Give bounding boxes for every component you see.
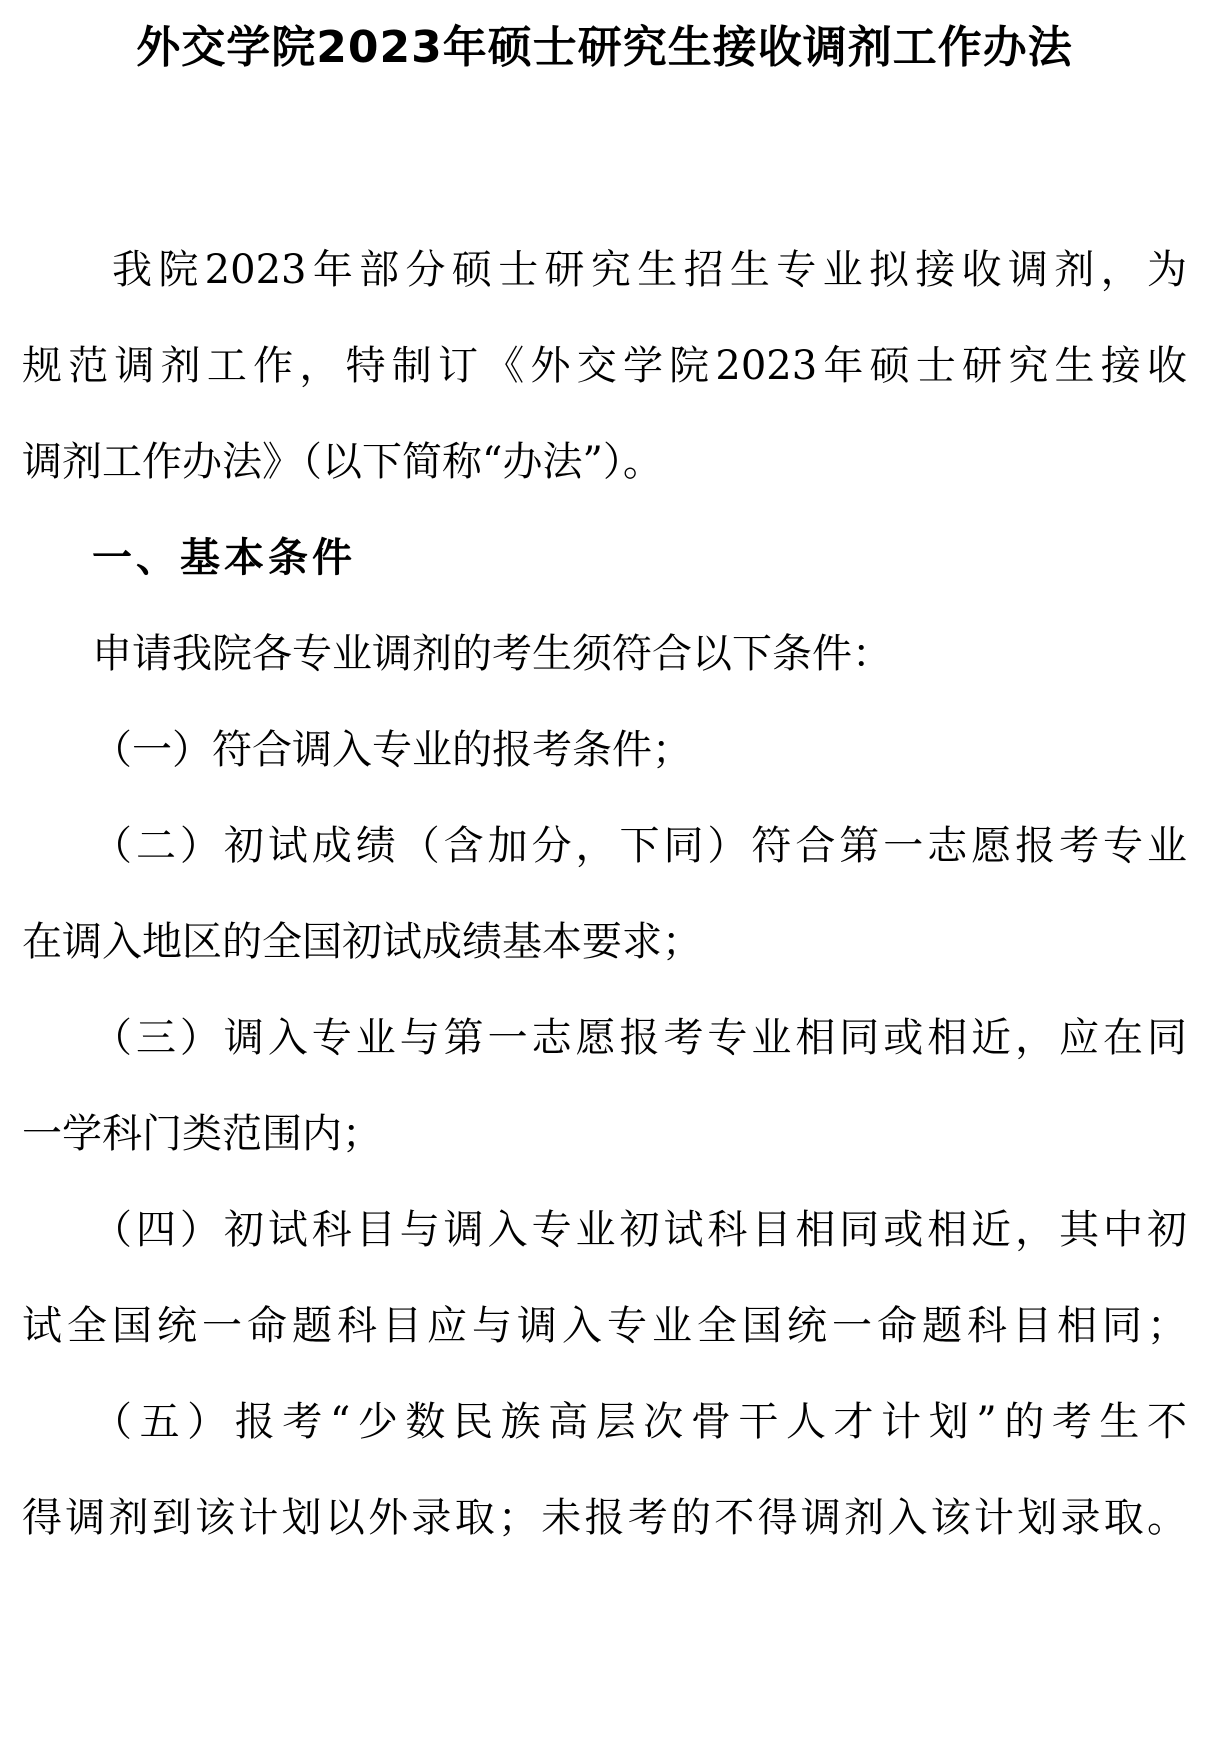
condition-item-3-line-2: 一学科门类范围内； [22, 1111, 382, 1157]
section-heading-basic-conditions: 一、基本条件 [92, 535, 356, 581]
paragraph-intro-line-1: 我院2023年部分硕士研究生招生专业拟接收调剂，为 [112, 247, 1187, 293]
paragraph-conditions-intro: 申请我院各专业调剂的考生须符合以下条件： [92, 631, 892, 677]
paragraph-intro-line-2: 规范调剂工作，特制订《外交学院2023年硕士研究生接收 [22, 343, 1187, 389]
condition-item-2-line-1: （二）初试成绩（含加分，下同）符合第一志愿报考专业 [92, 823, 1187, 869]
condition-item-1: （一）符合调入专业的报考条件； [92, 727, 692, 773]
paragraph-intro-line-3: 调剂工作办法》（以下简称“办法”）。 [22, 439, 663, 485]
condition-item-4-line-1: （四）初试科目与调入专业初试科目相同或相近，其中初 [92, 1207, 1187, 1253]
condition-item-2-line-2: 在调入地区的全国初试成绩基本要求； [22, 919, 702, 965]
document-title: 外交学院2023年硕士研究生接收调剂工作办法 [136, 22, 1073, 73]
condition-item-3-line-1: （三）调入专业与第一志愿报考专业相同或相近，应在同 [92, 1015, 1187, 1061]
condition-item-5-line-2: 得调剂到该计划以外录取；未报考的不得调剂入该计划录取。 [22, 1495, 1187, 1541]
condition-item-4-line-2: 试全国统一命题科目应与调入专业全国统一命题科目相同； [22, 1303, 1187, 1349]
condition-item-5-line-1: （五）报考“少数民族高层次骨干人才计划”的考生不 [92, 1399, 1187, 1445]
